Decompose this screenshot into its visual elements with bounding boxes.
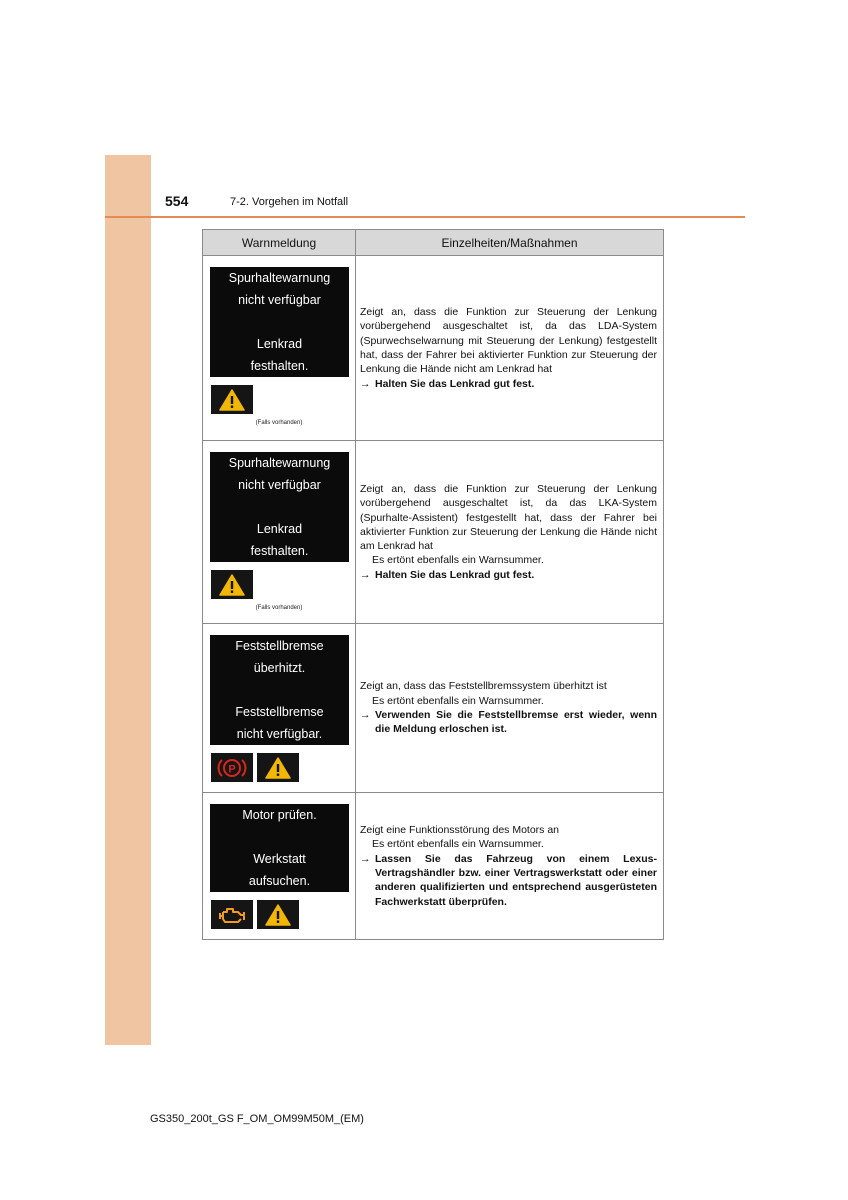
warning-cell <box>203 256 356 441</box>
table-row <box>203 256 664 441</box>
action-text: Halten Sie das Lenkrad gut fest. <box>375 377 535 390</box>
action-text: Lassen Sie das Fahrzeug von einem Lexus-Vertragshändler bzw. einer Vertragswerkstatt oder einer anderen qualifizierten und entsprechend ausgerüsteten Fachwerkstatt überprüfen. <box>375 852 657 908</box>
warning-table <box>202 229 664 940</box>
arrow-icon: → <box>360 568 371 581</box>
detail-text: Zeigt an, dass das Feststellbremssystem überhitzt ist <box>360 680 607 693</box>
buzzer-note: Es ertönt ebenfalls ein Warnsummer. <box>372 838 544 851</box>
display-line: Feststellbremse <box>235 639 324 653</box>
column-header-warning: Warnmeldung <box>203 230 356 256</box>
indicator-icons <box>211 385 355 414</box>
svg-text:P: P <box>228 763 236 775</box>
indicator-icons <box>211 753 355 782</box>
display-line: nicht verfügbar. <box>236 727 323 741</box>
page-header <box>105 188 745 218</box>
action-item <box>360 568 657 582</box>
arrow-icon: → <box>360 852 371 865</box>
document-code: GS350_200t_GS F_OM_OM99M50M_(EM) <box>150 1113 364 1125</box>
detail-text: Zeigt an, dass die Funktion zur Steuerung der Lenkung vorübergehend ausgeschaltet ist, da das LKA-System (Spurhalte-Assistent) festgestellt hat, dass der Fahrer bei aktivierter Funktion zur Steuerung der Lenkung die Hände nicht am Lenkrad hat <box>360 482 657 553</box>
display-message <box>210 267 349 377</box>
display-line: Spurhaltewarnung <box>228 271 331 285</box>
display-line: Lenkrad <box>256 337 303 351</box>
display-line: Motor prüfen. <box>242 808 317 822</box>
parking-brake-icon <box>211 753 253 782</box>
table-header-row <box>203 230 664 256</box>
indicator-icons <box>211 570 355 599</box>
action-text: Halten Sie das Lenkrad gut fest. <box>375 568 535 581</box>
warning-cell <box>203 441 356 624</box>
availability-note: (Falls vorhanden) <box>255 605 303 611</box>
side-tab-band <box>105 155 151 1045</box>
display-message <box>210 452 349 562</box>
buzzer-note: Es ertönt ebenfalls ein Warnsummer. <box>372 694 544 707</box>
display-message <box>210 635 349 745</box>
buzzer-note: Es ertönt ebenfalls ein Warnsummer. <box>372 554 544 567</box>
page-number: 554 <box>165 193 189 209</box>
display-line: nicht verfügbar <box>238 293 321 307</box>
action-item <box>360 708 657 737</box>
table-row <box>203 441 664 624</box>
chapter-title: 7-2. Vorgehen im Notfall <box>230 196 349 208</box>
display-line: aufsuchen. <box>248 874 311 888</box>
detail-text: Zeigt an, dass die Funktion zur Steuerung der Lenkung vorübergehend ausgeschaltet ist, da das LDA-System (Spurwechselwarnung mit Steuerung der Lenkung) festgestellt hat, dass der Fahrer bei aktivierter Funktion zur Steuerung der Lenkung die Hände nicht am Lenkrad hat <box>360 306 657 376</box>
display-line: nicht verfügbar <box>238 478 321 492</box>
action-text: Verwenden Sie die Feststellbremse erst wieder, wenn die Meldung erloschen ist. <box>375 709 657 736</box>
display-message <box>210 804 349 892</box>
display-line: Lenkrad <box>256 522 303 536</box>
action-item <box>360 377 657 391</box>
display-line: festhalten. <box>250 359 309 373</box>
indicator-icons <box>211 900 355 929</box>
warning-triangle-icon <box>211 385 253 414</box>
check-engine-icon <box>211 900 253 929</box>
table-row <box>203 624 664 793</box>
warning-triangle-icon <box>257 753 299 782</box>
display-line: überhitzt. <box>253 661 306 675</box>
warning-cell <box>203 624 356 793</box>
warning-triangle-icon <box>257 900 299 929</box>
availability-note: (Falls vorhanden) <box>255 420 303 426</box>
column-header-details: Einzelheiten/Maßnahmen <box>356 230 664 256</box>
display-line: festhalten. <box>250 544 309 558</box>
header-rule <box>105 216 745 218</box>
display-line: Feststellbremse <box>235 705 324 719</box>
display-line: Werkstatt <box>253 852 306 866</box>
arrow-icon: → <box>360 377 371 390</box>
details-cell <box>356 441 664 624</box>
detail-text: Zeigt eine Funktionsstörung des Motors an <box>360 824 560 837</box>
details-cell <box>356 256 664 441</box>
warning-cell <box>203 793 356 940</box>
warning-triangle-icon <box>211 570 253 599</box>
details-cell <box>356 624 664 793</box>
action-item <box>360 852 657 909</box>
details-cell <box>356 793 664 940</box>
table-row <box>203 793 664 940</box>
arrow-icon: → <box>360 709 371 721</box>
display-line: Spurhaltewarnung <box>228 456 331 470</box>
